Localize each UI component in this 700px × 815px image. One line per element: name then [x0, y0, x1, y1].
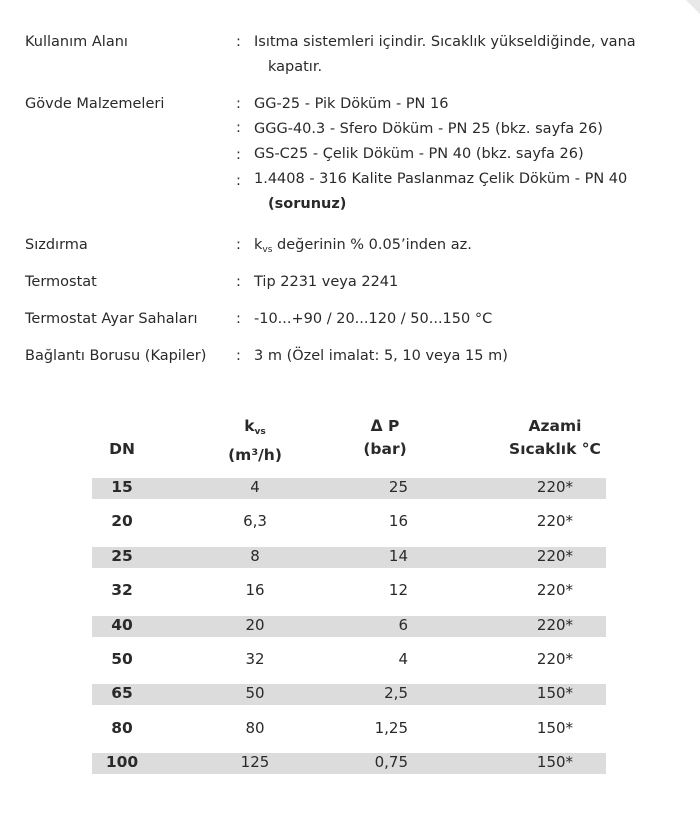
cell-temp: 220*: [536, 650, 574, 668]
cell-dn: 32: [111, 581, 133, 600]
spec-colon: :: [236, 311, 241, 327]
spec-label: Termostat: [25, 274, 97, 290]
cell-dp: 2,5: [384, 684, 408, 703]
cell-kvs: 16: [245, 581, 265, 600]
cell-dn: 100: [105, 753, 139, 772]
spec-value-line: GS-C25 - Çelik Döküm - PN 40 (bkz. sayfa 26): [254, 146, 584, 162]
cell-dp: 1,25: [374, 718, 408, 737]
page-corner-decoration: [686, 0, 700, 14]
cell-kvs: 8: [250, 546, 260, 565]
cell-dn: 20: [111, 512, 133, 531]
cell-dp: 16: [388, 512, 408, 531]
spec-value-line: GG-25 - Pik Döküm - PN 16: [254, 96, 449, 112]
cell-temp: 150*: [536, 718, 574, 737]
header-max-temp: Azami Sıcaklık °C: [509, 417, 601, 458]
spec-value: -10...+90 / 20...120 / 50...150 °C: [254, 311, 493, 327]
cell-kvs: 50: [245, 684, 265, 703]
spec-label: Bağlantı Borusu (Kapiler): [25, 348, 207, 364]
spec-value-line: GGG-40.3 - Sfero Döküm - PN 25 (bkz. sayfa 26): [254, 121, 603, 137]
cell-dp: 14: [388, 546, 408, 565]
spec-colon: :: [236, 34, 241, 50]
cell-dp: 4: [398, 650, 408, 668]
cell-kvs: 20: [245, 615, 265, 634]
cell-kvs: 80: [245, 718, 265, 737]
cell-temp: 220*: [536, 615, 574, 634]
header-delta-p: Δ P (bar): [363, 417, 407, 458]
spec-value: 3 m (Özel imalat: 5, 10 veya 15 m): [254, 348, 508, 364]
spec-colon: :: [236, 348, 241, 364]
spec-colon: : :: [236, 96, 241, 136]
cell-dn: 80: [111, 718, 133, 737]
spec-value-line: 1.4408 - 316 Kalite Paslanmaz Çelik Döküm - PN 40: [254, 171, 628, 187]
cell-temp: 150*: [536, 684, 574, 703]
spec-label: Gövde Malzemeleri: [25, 96, 165, 112]
spec-value-line: kapatır.: [268, 59, 323, 75]
cell-dp: 6: [398, 615, 408, 634]
spec-value: $k_{vs}$ değerinin % 0.05’inden az.: [254, 237, 472, 255]
cell-kvs: 6,3: [243, 512, 267, 531]
cell-temp: 220*: [536, 546, 574, 565]
spec-label: Sızdırma: [25, 237, 88, 253]
spec-label: Termostat Ayar Sahaları: [25, 311, 198, 327]
spec-value: [254, 30, 684, 80]
cell-dp: 12: [388, 581, 408, 600]
cell-temp: 220*: [536, 478, 574, 496]
cell-dn: 25: [111, 546, 133, 565]
cell-dn: 15: [111, 478, 133, 496]
cell-dp: 0,75: [374, 753, 408, 772]
cell-dn: 50: [111, 650, 133, 668]
cell-kvs: 4: [250, 478, 260, 496]
cell-temp: 150*: [536, 753, 574, 772]
cell-temp: 220*: [536, 512, 574, 531]
cell-dp: 25: [388, 478, 408, 496]
spec-value-line: Isıtma sistemleri içindir. Sıcaklık yükseldiğinde, vana: [254, 34, 636, 50]
spec-value: Tip 2231 veya 2241: [254, 274, 399, 290]
cell-kvs: 125: [240, 753, 270, 772]
cell-temp: 220*: [536, 581, 574, 600]
header-dn: DN: [109, 440, 135, 458]
header-kvs: $k_{vs}$ (m³/h): [228, 417, 282, 464]
cell-dn: 65: [111, 684, 133, 703]
cell-kvs: 32: [245, 650, 265, 668]
spec-value: [254, 92, 684, 217]
spec-colon: :: [236, 274, 241, 290]
spec-colon: :: [236, 237, 241, 253]
spec-label: Kullanım Alanı: [25, 34, 128, 50]
spec-value-line: (sorunuz): [268, 196, 347, 212]
cell-dn: 40: [111, 615, 133, 634]
